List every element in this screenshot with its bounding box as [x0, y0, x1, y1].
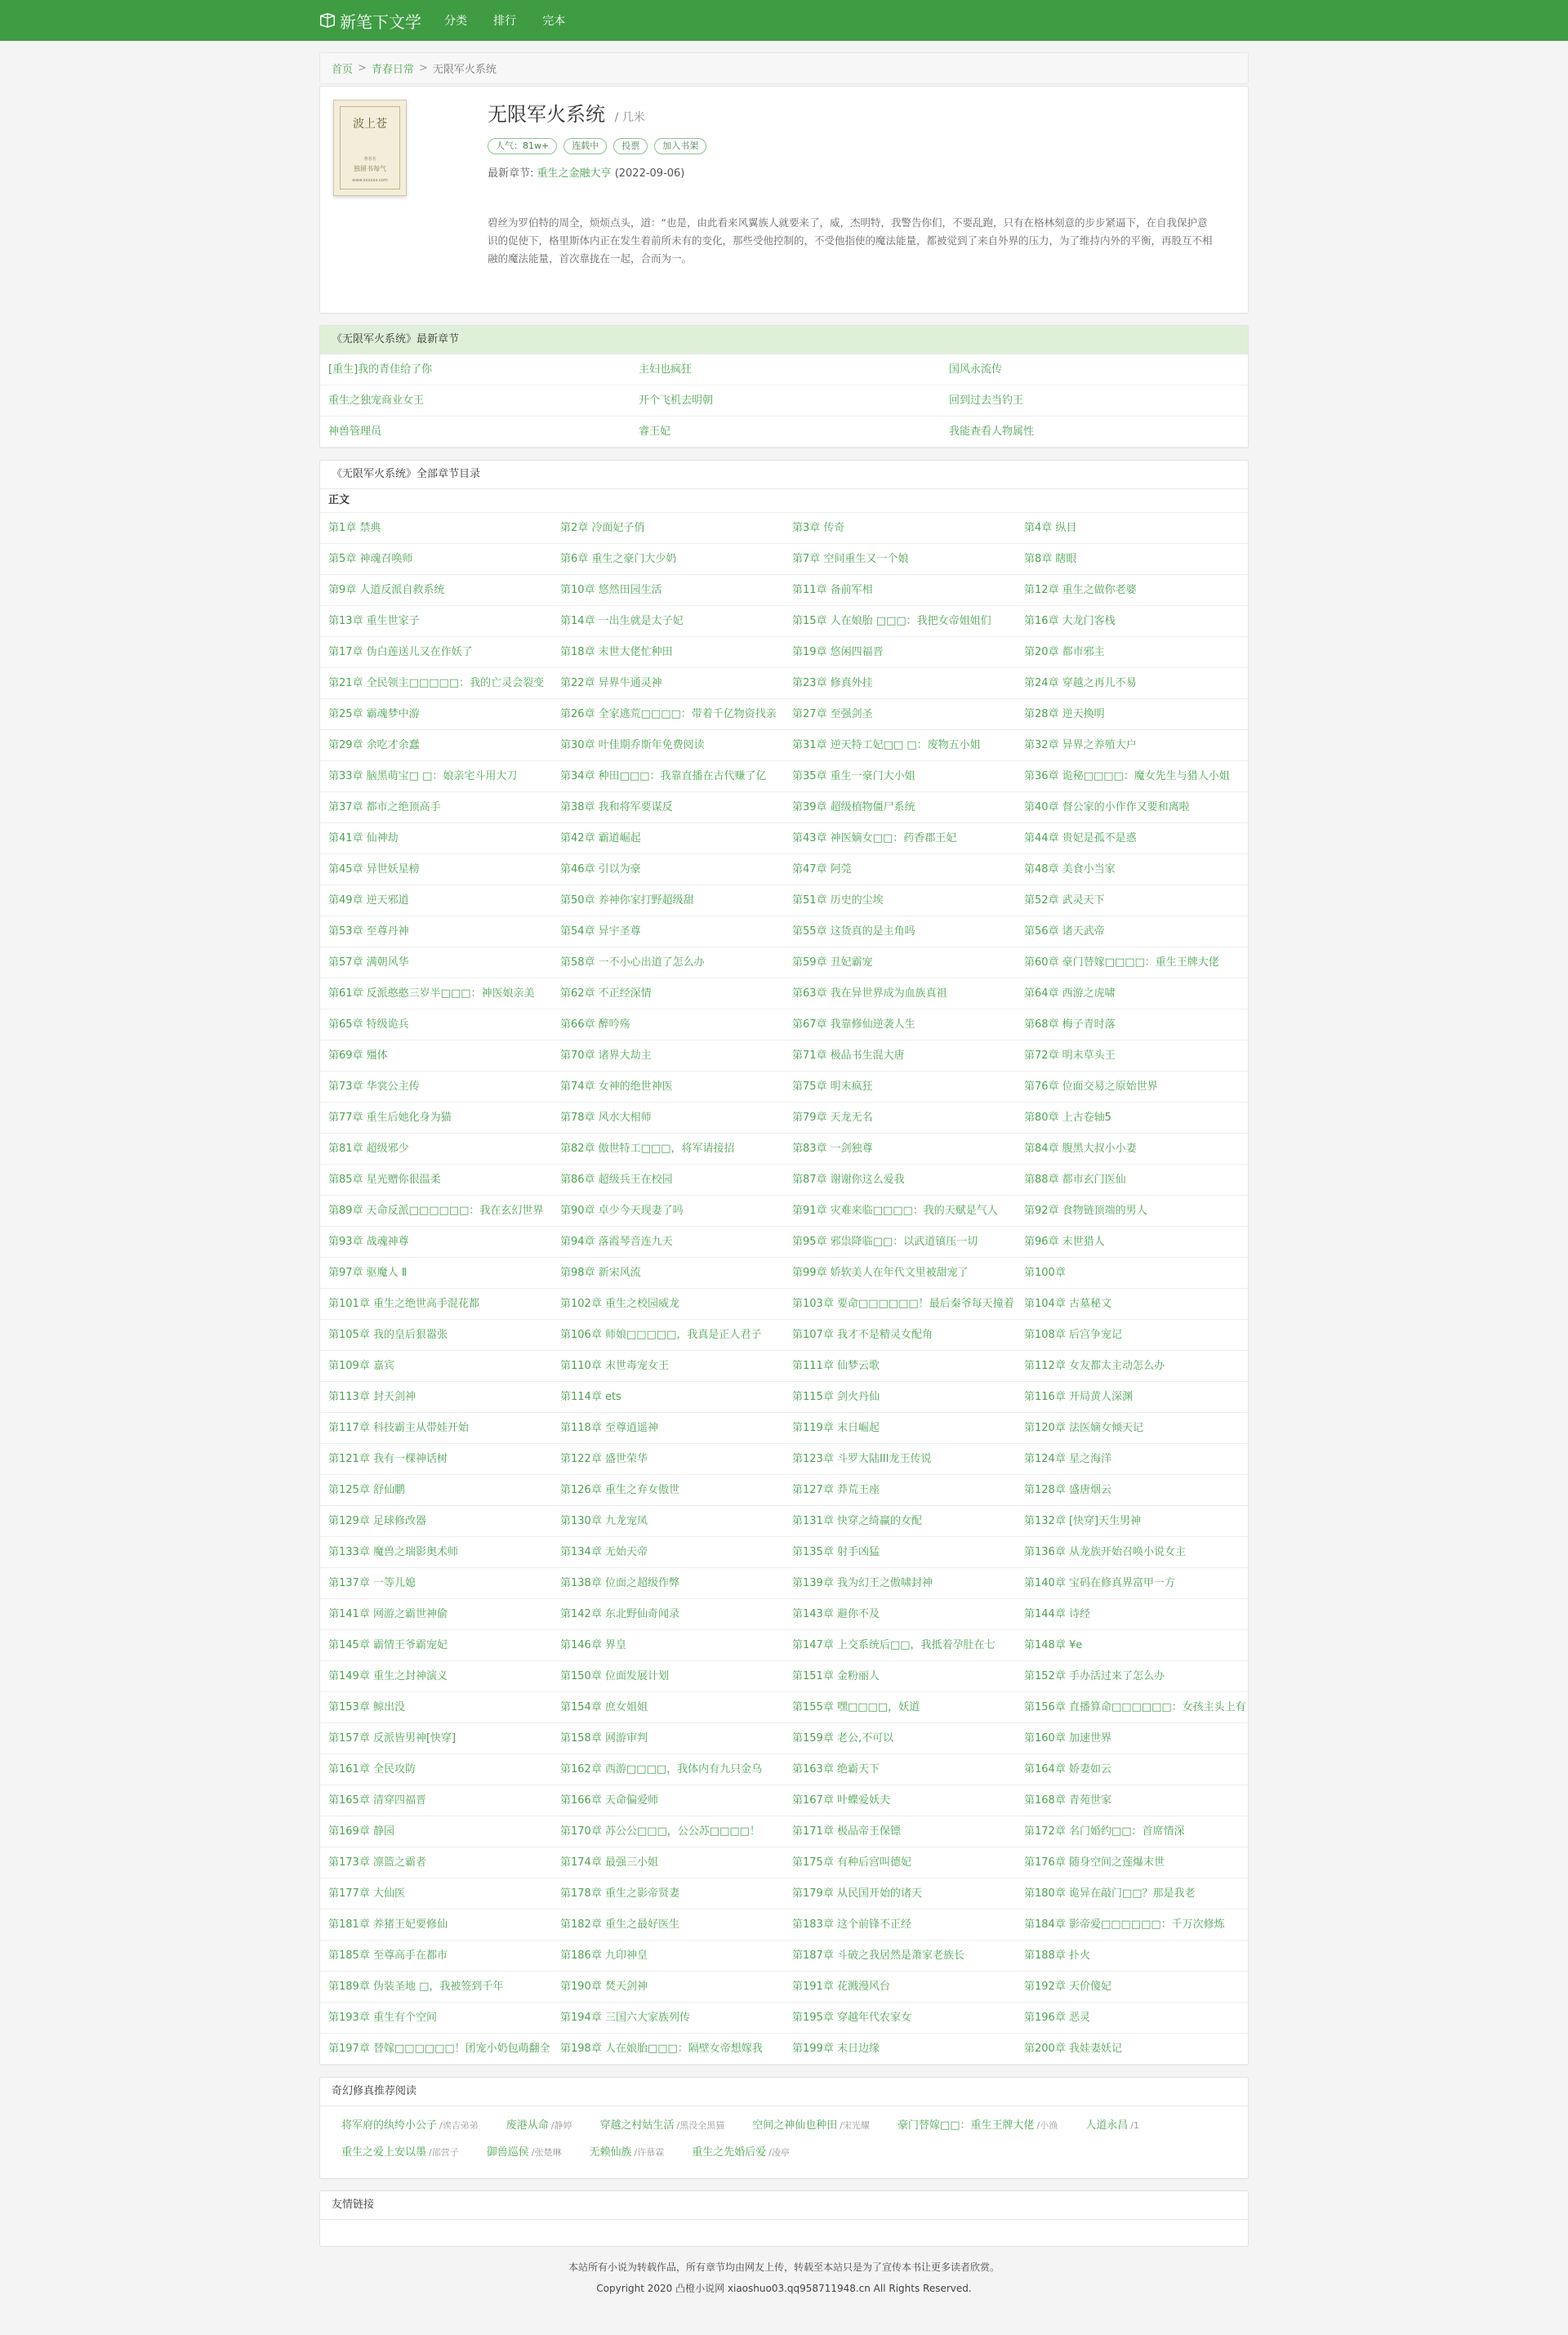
chapter-link[interactable]: 第152章 手办活过来了怎么办 [1016, 1661, 1248, 1692]
recommend-book-link[interactable]: 御兽巡侯 [486, 2146, 529, 2159]
chapter-link[interactable]: 第11章 备前军相 [784, 575, 1016, 606]
recommend-author: /1 [1130, 2120, 1139, 2131]
chapter-link[interactable]: 第93章 战魂神尊 [320, 1227, 552, 1258]
chapter-link[interactable]: 第153章 鲸出没 [320, 1692, 552, 1723]
top-bar [0, 0, 1568, 41]
chapter-link[interactable]: 第42章 霸道崛起 [552, 823, 784, 854]
recommend-author: /小渔 [1036, 2120, 1058, 2131]
recommend-item [599, 2116, 724, 2132]
chapter-link[interactable]: 第130章 九龙宠凤 [552, 1506, 784, 1537]
latest-label: 最新章节: [488, 167, 534, 180]
chapter-link[interactable]: 第1章 禁典 [320, 513, 552, 544]
chapter-link[interactable]: 第128章 盛唐烟云 [1016, 1475, 1248, 1506]
recommend-author: /宋光耀 [840, 2120, 870, 2131]
chapter-link[interactable]: 第145章 霸情王爷霸宠妃 [320, 1630, 552, 1661]
catalog-section [319, 460, 1249, 2065]
recommend-author: /邵营子 [429, 2147, 459, 2158]
latest-chapters-section [319, 325, 1249, 448]
recommend-list [320, 2106, 1248, 2178]
chapter-link[interactable]: 第200章 我娃妻妖记 [1016, 2034, 1248, 2065]
chapter-link[interactable]: 第125章 舒仙鹏 [320, 1475, 552, 1506]
chapter-link[interactable]: 第180章 诡异在敲门□□？那是我老 [1016, 1878, 1248, 1909]
chapter-link[interactable]: 第48章 美食小当家 [1016, 854, 1248, 885]
recommend-title: 奇幻修真推荐阅读 [320, 2078, 1248, 2106]
chapter-link[interactable]: 第190章 焚天剑神 [552, 1972, 784, 2003]
chapter-link[interactable]: 第142章 东北野仙奇闻录 [552, 1599, 784, 1630]
nav-ranking[interactable]: 排行 [493, 15, 517, 28]
chapter-link[interactable]: 第88章 都市玄门医仙 [1016, 1165, 1248, 1196]
recommend-section [319, 2077, 1249, 2179]
chapter-link[interactable]: 第85章 星光赠你很温柔 [320, 1165, 552, 1196]
chapter-link[interactable]: 第141章 网游之霸世神偷 [320, 1599, 552, 1630]
footer-notice: 本站所有小说为转载作品，所有章节均由网友上传，转载至本站只是为了宣传本书让更多读者欣赏。 [568, 2261, 1000, 2273]
chapter-link[interactable]: 第69章 殭体 [320, 1041, 552, 1072]
chapter-link[interactable]: 第5章 神魂召唤师 [320, 544, 552, 575]
chapter-link[interactable]: 第22章 异界牛通灵神 [552, 668, 784, 699]
chapter-link[interactable]: 第2章 冷面妃子俏 [552, 513, 784, 544]
latest-chapter-link[interactable]: 睿王妃 [630, 417, 941, 448]
latest-date: (2022-09-06) [614, 167, 685, 180]
chapter-link[interactable]: 第9章 人道反派自救系统 [320, 575, 552, 606]
recommend-author: /凌亭 [768, 2147, 790, 2158]
chapter-link[interactable]: 第115章 剑火丹仙 [784, 1382, 1016, 1413]
friend-links-section [319, 2190, 1249, 2247]
chapter-link[interactable]: 第175章 有种后宫叫德妃 [784, 1847, 1016, 1878]
latest-chapter-link[interactable]: 回到过去当钓王 [941, 385, 1248, 417]
friend-links-body [320, 2220, 1248, 2246]
chapter-link[interactable]: 第37章 都市之绝顶高手 [320, 792, 552, 823]
chapter-link[interactable]: 第177章 大仙医 [320, 1878, 552, 1909]
chapter-link[interactable]: 第109章 嘉宾 [320, 1351, 552, 1382]
chapter-link[interactable]: 第86章 超级兵王在校园 [552, 1165, 784, 1196]
chapter-link[interactable]: 第34章 种田□□□：我靠直播在古代赚了亿 [552, 761, 784, 792]
catalog-title: 《无限军火系统》全部章节目录 [320, 461, 1248, 489]
cover-url: www.xxxxxx.com [352, 178, 388, 183]
chapter-link[interactable]: 第76章 位面交易之原始世界 [1016, 1072, 1248, 1103]
chapter-link[interactable]: 第194章 三国六大家族列传 [552, 2003, 784, 2034]
recommend-item [898, 2116, 1058, 2132]
chapter-link[interactable]: 第79章 天龙无名 [784, 1103, 1016, 1134]
chapter-link[interactable]: 第70章 诸界大劫主 [552, 1041, 784, 1072]
recommend-author: /张楚琳 [531, 2147, 562, 2158]
chapter-link[interactable]: 第23章 修真外挂 [784, 668, 1016, 699]
add-to-shelf-button[interactable]: 加入书架 [654, 138, 706, 154]
chapter-link[interactable]: 第124章 星之海洋 [1016, 1444, 1248, 1475]
recommend-item [487, 2143, 562, 2159]
chapter-link[interactable]: 第189章 伪装圣地 □，我被签到千年 [320, 1972, 552, 2003]
chapter-link[interactable]: 第84章 腹黑大叔小小妻 [1016, 1134, 1248, 1165]
chapter-link[interactable]: 第168章 青苑世家 [1016, 1785, 1248, 1816]
chapter-link[interactable]: 第184章 影帝爱□□□□□□：千万次修炼 [1016, 1909, 1248, 1941]
chapter-link[interactable]: 第129章 足球修改器 [320, 1506, 552, 1537]
chapter-link[interactable]: 第65章 特级诡兵 [320, 1009, 552, 1041]
chapter-link[interactable]: 第139章 我为幻王之傲啸封神 [784, 1568, 1016, 1599]
chapter-link[interactable]: 第39章 超级植物僵尸系统 [784, 792, 1016, 823]
chapter-link[interactable]: 第172章 名门婚约□□：首席情深 [1016, 1816, 1248, 1847]
chapter-link[interactable]: 第15章 人在娘胎 □□□：我把女帝姐姐们 [784, 606, 1016, 637]
chapter-link[interactable]: 第123章 斗罗大陆III龙王传说 [784, 1444, 1016, 1475]
chapter-link[interactable]: 第118章 至尊逍遥神 [552, 1413, 784, 1444]
chapter-link[interactable]: 第52章 武灵天下 [1016, 885, 1248, 916]
chapter-link[interactable]: 第95章 邪祟降临□□：以武道镇压一切 [784, 1227, 1016, 1258]
chapter-link[interactable]: 第33章 脑黑萌宝□ □：娘亲宅斗用大刀 [320, 761, 552, 792]
chapter-link[interactable]: 第149章 重生之封神演义 [320, 1661, 552, 1692]
chapter-link[interactable]: 第196章 恶灵 [1016, 2003, 1248, 2034]
chapter-link[interactable]: 第60章 豪门替嫁□□□□：重生王牌大佬 [1016, 947, 1248, 978]
recommend-item [341, 2143, 459, 2159]
chapter-link[interactable]: 第81章 超级邪少 [320, 1134, 552, 1165]
recommend-item [506, 2116, 572, 2132]
main-container [319, 52, 1249, 2299]
chapter-link[interactable]: 第101章 重生之绝世高手混花都 [320, 1289, 552, 1320]
chapter-link[interactable]: 第182章 重生之最好医生 [552, 1909, 784, 1941]
chapter-link[interactable]: 第143章 避你不及 [784, 1599, 1016, 1630]
chapter-link[interactable]: 第100章 [1016, 1258, 1248, 1289]
chapter-link[interactable]: 第26章 全家逃荒□□□□：带着千亿物资找亲 [552, 699, 784, 730]
chapter-link[interactable]: 第78章 风水大相师 [552, 1103, 784, 1134]
chapter-link[interactable]: 第186章 九印神皇 [552, 1941, 784, 1972]
chapter-link[interactable]: 第119章 末日崛起 [784, 1413, 1016, 1444]
chapter-link[interactable]: 第127章 莽荒王座 [784, 1475, 1016, 1506]
chapter-link[interactable]: 第157章 反派皆男神[快穿] [320, 1723, 552, 1754]
chapter-link[interactable]: 第54章 异宇圣尊 [552, 916, 784, 947]
book-badges [488, 138, 1223, 154]
chapter-link[interactable]: 第108章 后宫争宠记 [1016, 1320, 1248, 1351]
recommend-author: /黑没全黑猫 [676, 2120, 725, 2131]
chapter-link[interactable]: 第29章 余吃才余蠢 [320, 730, 552, 761]
recommend-item [589, 2143, 664, 2159]
chapter-link[interactable]: 第176章 随身空间之莲爆末世 [1016, 1847, 1248, 1878]
chapter-link[interactable]: 第113章 封天剑神 [320, 1382, 552, 1413]
chapter-link[interactable]: 第80章 上古卷轴5 [1016, 1103, 1248, 1134]
chapter-link[interactable]: 第90章 卓少今天现妻了吗 [552, 1196, 784, 1227]
chapter-link[interactable]: 第156章 直播算命□□□□□□：女孩主头上有 [1016, 1692, 1248, 1723]
book-description: 碧丝为罗伯特的周全，烦烦点头，道：“也是，由此看来风翼族人就要来了，威，杰明特，我警告你们，不要乱跑，只有在格林刻意的步步紧逼下，在自我保护意识的促使下，格里斯体内正在发生着前所未有的变化，那些受他控制的，不受他指使的魔法能量，都被觉到了来自外界的压力，为了维持内外的平衡，再股互不相融的魔法能量，首次靠拢在一起，合而为一。 [488, 216, 1213, 265]
recommend-book-link[interactable]: 空间之神仙也种田 [752, 2119, 838, 2132]
breadcrumb-separator: > [418, 62, 428, 74]
chapter-link[interactable]: 第193章 重生有个空间 [320, 2003, 552, 2034]
chapter-link[interactable]: 第47章 阿莞 [784, 854, 1016, 885]
recommend-author: /静婷 [550, 2120, 572, 2131]
recommend-book-link[interactable]: 无赖仙族 [589, 2146, 632, 2159]
recommend-author: /许慕霖 [634, 2147, 665, 2158]
chapter-link[interactable]: 第72章 明末草头王 [1016, 1041, 1248, 1072]
chapter-link[interactable]: 第89章 天命反派□□□□□□：我在玄幻世界 [320, 1196, 552, 1227]
chapter-link[interactable]: 第179章 从民国开始的诸天 [784, 1878, 1016, 1909]
chapter-link[interactable]: 第114章 ets [552, 1382, 784, 1413]
chapter-link[interactable]: 第53章 至尊丹神 [320, 916, 552, 947]
chapter-link[interactable]: 第44章 贵妃是孤不是惑 [1016, 823, 1248, 854]
chapter-link[interactable]: 第13章 重生世家子 [320, 606, 552, 637]
chapter-link[interactable]: 第197章 替嫁□□□□□□！团宠小奶包萌翻全 [320, 2034, 552, 2065]
chapter-link[interactable]: 第50章 养神你家打野超级甜 [552, 885, 784, 916]
chapter-link[interactable]: 第31章 逆天特工妃□□ □：废物五小姐 [784, 730, 1016, 761]
chapter-link[interactable]: 第132章 [快穿]天生男神 [1016, 1506, 1248, 1537]
latest-chapter-link[interactable]: 国风永流传 [941, 354, 1248, 385]
chapter-link[interactable]: 第18章 末世大佬忙种田 [552, 637, 784, 668]
chapter-link[interactable]: 第98章 新宋风流 [552, 1258, 784, 1289]
chapter-link[interactable]: 第169章 静园 [320, 1816, 552, 1847]
recommend-item [692, 2143, 790, 2159]
chapter-link[interactable]: 第64章 西游之虎啸 [1016, 978, 1248, 1009]
chapter-link[interactable]: 第146章 界皇 [552, 1630, 784, 1661]
chapter-link[interactable]: 第183章 这个前锋不正经 [784, 1909, 1016, 1941]
recommend-author: /诶吉弟弟 [439, 2120, 479, 2131]
chapter-link[interactable]: 第35章 重生一豪门大小姐 [784, 761, 1016, 792]
chapter-link[interactable]: 第25章 霸魂梦中游 [320, 699, 552, 730]
footer [319, 2257, 1249, 2299]
chapter-link[interactable]: 第167章 叶蝶爱妖夫 [784, 1785, 1016, 1816]
cover-subtitle: 独留书每气 [354, 165, 386, 172]
chapter-link[interactable]: 第61章 反派憨憨三岁半□□□：神医娘亲美 [320, 978, 552, 1009]
chapter-link[interactable]: 第41章 仙神劫 [320, 823, 552, 854]
latest-chapters-title: 《无限军火系统》最新章节 [320, 326, 1248, 354]
latest-chapter-link[interactable]: 我能查看人物属性 [941, 417, 1248, 448]
popularity-badge: 人气：81w+ [488, 138, 557, 154]
latest-chapter-link[interactable]: 重生之金融大亨 [537, 167, 612, 180]
chapter-link[interactable]: 第116章 开局黄人深渊 [1016, 1382, 1248, 1413]
chapter-link[interactable]: 第110章 末世毒宠女王 [552, 1351, 784, 1382]
chapter-link[interactable]: 第66章 醉吟殇 [552, 1009, 784, 1041]
chapter-link[interactable]: 第32章 异界之养殖大户 [1016, 730, 1248, 761]
chapter-link[interactable]: 第187章 斗破之我居然是萧家老族长 [784, 1941, 1016, 1972]
chapter-link[interactable]: 第148章 ¥e [1016, 1630, 1248, 1661]
chapter-link[interactable]: 第82章 傲世特工□□□，将军请接招 [552, 1134, 784, 1165]
chapter-link[interactable]: 第74章 女神的绝世神医 [552, 1072, 784, 1103]
chapter-link[interactable]: 第171章 极品帝王保镖 [784, 1816, 1016, 1847]
book-logo-icon [318, 11, 336, 29]
chapter-link[interactable]: 第138章 位面之超级作弊 [552, 1568, 784, 1599]
chapter-link[interactable]: 第104章 古墓秘文 [1016, 1289, 1248, 1320]
book-title-row [488, 98, 1223, 127]
latest-chapter-link[interactable]: 神兽管理员 [320, 417, 630, 448]
chapter-link[interactable]: 第67章 我靠修仙逆袭人生 [784, 1009, 1016, 1041]
cover-author: 著者名 [363, 157, 376, 162]
chapter-link[interactable]: 第10章 悠然田园生活 [552, 575, 784, 606]
chapter-link[interactable]: 第162章 西游□□□□，我体内有九只金乌 [552, 1754, 784, 1785]
chapter-link[interactable]: 第45章 异世妖星榜 [320, 854, 552, 885]
chapter-link[interactable]: 第126章 重生之弃女傲世 [552, 1475, 784, 1506]
status-badge: 连载中 [564, 138, 607, 154]
chapter-link[interactable]: 第133章 魔兽之瑞影奥术师 [320, 1537, 552, 1568]
chapter-link[interactable]: 第73章 华裳公主传 [320, 1072, 552, 1103]
recommend-item [341, 2116, 479, 2132]
chapter-link[interactable]: 第4章 纵目 [1016, 513, 1248, 544]
site-name: 新笔下文学 [340, 11, 421, 32]
breadcrumb-home[interactable]: 首页 [332, 64, 354, 76]
chapter-link[interactable]: 第159章 老公,不可以 [784, 1723, 1016, 1754]
chapter-link[interactable]: 第136章 从龙族开始召唤小说女主 [1016, 1537, 1248, 1568]
chapter-link[interactable]: 第92章 食物链顶端的男人 [1016, 1196, 1248, 1227]
chapter-link[interactable]: 第63章 我在异世界成为血族真祖 [784, 978, 1016, 1009]
chapter-link[interactable]: 第3章 传奇 [784, 513, 1016, 544]
cover-title: 波上苍 [353, 118, 387, 131]
book-info-panel [319, 86, 1249, 314]
vote-button[interactable]: 投票 [613, 138, 648, 154]
chapter-link[interactable]: 第57章 满朝风华 [320, 947, 552, 978]
latest-chapter-link[interactable]: [重生]我的青佳给了你 [320, 354, 630, 385]
catalog-subhead: 正文 [320, 489, 1248, 513]
chapter-link[interactable]: 第7章 空间重生又一个娘 [784, 544, 1016, 575]
chapter-link[interactable]: 第154章 庶女姐姐 [552, 1692, 784, 1723]
chapter-link[interactable]: 第122章 盛世荣华 [552, 1444, 784, 1475]
chapter-link[interactable]: 第131章 快穿之绮赢的女配 [784, 1506, 1016, 1537]
chapter-link[interactable]: 第135章 射手凶猛 [784, 1537, 1016, 1568]
chapter-link[interactable]: 第49章 逆天邪道 [320, 885, 552, 916]
latest-chapter-link[interactable]: 开个飞机去明朝 [630, 385, 941, 417]
chapter-link[interactable]: 第160章 加速世界 [1016, 1723, 1248, 1754]
chapter-link[interactable]: 第107章 我才不是精灵女配角 [784, 1320, 1016, 1351]
chapter-link[interactable]: 第24章 穿越之再儿不易 [1016, 668, 1248, 699]
book-meta [488, 98, 1223, 268]
chapter-link[interactable]: 第120章 法医嫡女倾天记 [1016, 1413, 1248, 1444]
chapter-link[interactable]: 第58章 一不小心出道了怎么办 [552, 947, 784, 978]
chapter-link[interactable]: 第51章 历史的尘埃 [784, 885, 1016, 916]
chapter-link[interactable]: 第28章 逆天换明 [1016, 699, 1248, 730]
recommend-book-link[interactable]: 废港从命 [506, 2119, 549, 2132]
chapter-link[interactable]: 第77章 重生后她化身为猫 [320, 1103, 552, 1134]
chapter-link[interactable]: 第59章 丑妃霸宠 [784, 947, 1016, 978]
chapter-link[interactable]: 第103章 要命□□□□□□！最后秦爷每天撞着 [784, 1289, 1016, 1320]
breadcrumb-current: 无限军火系统 [432, 64, 497, 76]
recommend-book-link[interactable]: 重生之爱上安以墨 [341, 2146, 427, 2159]
latest-chapter-link[interactable]: 主妇也疯狂 [630, 354, 941, 385]
chapter-link[interactable]: 第16章 大龙门客栈 [1016, 606, 1248, 637]
chapter-link[interactable]: 第46章 引以为豪 [552, 854, 784, 885]
nav-category[interactable]: 分类 [444, 15, 467, 28]
chapter-link[interactable]: 第161章 全民攻防 [320, 1754, 552, 1785]
breadcrumb-separator: > [358, 62, 367, 74]
chapter-link[interactable]: 第112章 女友都太主动怎么办 [1016, 1351, 1248, 1382]
book-title: 无限军火系统 [488, 103, 605, 126]
chapter-link[interactable]: 第30章 叶佳期乔斯年免费阅读 [552, 730, 784, 761]
chapter-link[interactable]: 第68章 梅子青时落 [1016, 1009, 1248, 1041]
book-cover[interactable] [333, 100, 407, 196]
chapter-link[interactable]: 第96章 末世猎人 [1016, 1227, 1248, 1258]
chapter-link[interactable]: 第87章 谢谢你这么爱我 [784, 1165, 1016, 1196]
catalog-grid [320, 513, 1248, 2065]
recommend-book-link[interactable]: 穿越之村姑生活 [599, 2119, 675, 2132]
chapter-link[interactable]: 第165章 清穿四福晋 [320, 1785, 552, 1816]
chapter-link[interactable]: 第20章 都市邪主 [1016, 637, 1248, 668]
chapter-link[interactable]: 第191章 花溅漫风台 [784, 1972, 1016, 2003]
chapter-link[interactable]: 第170章 苏公公□□□，公公苏□□□□！ [552, 1816, 784, 1847]
book-author[interactable]: / 几米 [614, 111, 645, 124]
chapter-link[interactable]: 第17章 伪白莲送儿又在作妖了 [320, 637, 552, 668]
chapter-link[interactable]: 第137章 一等儿媳 [320, 1568, 552, 1599]
chapter-link[interactable]: 第173章 凛篮之霸者 [320, 1847, 552, 1878]
chapter-link[interactable]: 第62章 不正经深情 [552, 978, 784, 1009]
nav-finished[interactable]: 完本 [542, 15, 566, 28]
recommend-book-link[interactable]: 人道永昌 [1085, 2119, 1129, 2132]
footer-copyright: Copyright 2020 凸橙小说网 xiaoshuo03.qq958711948.cn All Rights Reserved. [596, 2283, 972, 2294]
friend-links-title: 友情链接 [320, 2191, 1248, 2220]
chapter-link[interactable]: 第105章 我的皇后狠嚣张 [320, 1320, 552, 1351]
chapter-link[interactable]: 第8章 瞎眼 [1016, 544, 1248, 575]
chapter-link[interactable]: 第6章 重生之豪门大少奶 [552, 544, 784, 575]
chapter-link[interactable]: 第166章 天命偏爱师 [552, 1785, 784, 1816]
chapter-link[interactable]: 第121章 我有一棵神话树 [320, 1444, 552, 1475]
chapter-link[interactable]: 第134章 无始天帝 [552, 1537, 784, 1568]
latest-chapter-row [488, 164, 1223, 180]
chapter-link[interactable]: 第150章 位面发展计划 [552, 1661, 784, 1692]
chapter-link[interactable]: 第83章 一剑独尊 [784, 1134, 1016, 1165]
chapter-link[interactable]: 第174章 最强三小姐 [552, 1847, 784, 1878]
chapter-link[interactable]: 第181章 养猪王妃要修仙 [320, 1909, 552, 1941]
chapter-link[interactable]: 第38章 我和将军要谋反 [552, 792, 784, 823]
chapter-link[interactable]: 第12章 重生之做你老婆 [1016, 575, 1248, 606]
chapter-link[interactable]: 第158章 网游审判 [552, 1723, 784, 1754]
recommend-item [752, 2116, 870, 2132]
chapter-link[interactable]: 第97章 驱魔人 Ⅱ [320, 1258, 552, 1289]
chapter-link[interactable]: 第43章 神医嫡女□□：药香郡王妃 [784, 823, 1016, 854]
chapter-link[interactable]: 第163章 绝霸天下 [784, 1754, 1016, 1785]
chapter-link[interactable]: 第36章 诡秘□□□□：魔女先生与猎人小姐 [1016, 761, 1248, 792]
chapter-link[interactable]: 第151章 金粉丽人 [784, 1661, 1016, 1692]
chapter-link[interactable]: 第185章 至尊高手在都市 [320, 1941, 552, 1972]
breadcrumb-category[interactable]: 青春日常 [371, 64, 414, 76]
chapter-link[interactable]: 第94章 落霞琴音连九天 [552, 1227, 784, 1258]
recommend-item [1085, 2116, 1139, 2132]
chapter-link[interactable]: 第106章 师娘□□□□□，我真是正人君子 [552, 1320, 784, 1351]
chapter-link[interactable]: 第27章 至强剑圣 [784, 699, 1016, 730]
chapter-link[interactable]: 第117章 科技霸主从带娃开始 [320, 1413, 552, 1444]
chapter-link[interactable]: 第178章 重生之影帝贤妻 [552, 1878, 784, 1909]
top-nav [444, 12, 588, 29]
chapter-link[interactable]: 第56章 诸天武帝 [1016, 916, 1248, 947]
chapter-link[interactable]: 第140章 宝码在修真界富甲一方 [1016, 1568, 1248, 1599]
chapter-link[interactable]: 第198章 人在娘胎□□□：隔壁女帝想嫁我 [552, 2034, 784, 2065]
site-logo[interactable] [318, 9, 421, 33]
chapter-link[interactable]: 第55章 这货真的是主角吗 [784, 916, 1016, 947]
chapter-link[interactable]: 第164章 娇妻如云 [1016, 1754, 1248, 1785]
chapter-link[interactable]: 第144章 诗经 [1016, 1599, 1248, 1630]
chapter-link[interactable]: 第111章 仙梦云歌 [784, 1351, 1016, 1382]
chapter-link[interactable]: 第192章 天价傻妃 [1016, 1972, 1248, 2003]
recommend-book-link[interactable]: 豪门替嫁□□：重生王牌大佬 [897, 2119, 1035, 2132]
chapter-link[interactable]: 第19章 悠闲四福晋 [784, 637, 1016, 668]
recommend-book-link[interactable]: 将军府的纨绔小公子 [341, 2119, 438, 2132]
chapter-link[interactable]: 第155章 嘿□□□□，妖道 [784, 1692, 1016, 1723]
breadcrumb [319, 52, 1249, 84]
chapter-link[interactable]: 第199章 末日边缘 [784, 2034, 1016, 2065]
chapter-link[interactable]: 第40章 督公家的小作作又要和离啦 [1016, 792, 1248, 823]
chapter-link[interactable]: 第21章 全民领主□□□□□：我的亡灵会裂变 [320, 668, 552, 699]
latest-chapters-grid [320, 354, 1248, 448]
chapter-link[interactable]: 第75章 明末疯狂 [784, 1072, 1016, 1103]
chapter-link[interactable]: 第102章 重生之校园威龙 [552, 1289, 784, 1320]
chapter-link[interactable]: 第99章 娇软美人在年代文里被甜宠了 [784, 1258, 1016, 1289]
latest-chapter-link[interactable]: 重生之独宠商业女王 [320, 385, 630, 417]
chapter-link[interactable]: 第71章 极品书生混大唐 [784, 1041, 1016, 1072]
chapter-link[interactable]: 第147章 上交系统后□□，我抵着孕肚在七 [784, 1630, 1016, 1661]
chapter-link[interactable]: 第188章 扑火 [1016, 1941, 1248, 1972]
chapter-link[interactable]: 第195章 穿越年代农家女 [784, 2003, 1016, 2034]
chapter-link[interactable]: 第91章 灾难来临□□□□：我的天赋是气人 [784, 1196, 1016, 1227]
recommend-book-link[interactable]: 重生之先婚后爱 [692, 2146, 767, 2159]
chapter-link[interactable]: 第14章 一出生就是太子妃 [552, 606, 784, 637]
